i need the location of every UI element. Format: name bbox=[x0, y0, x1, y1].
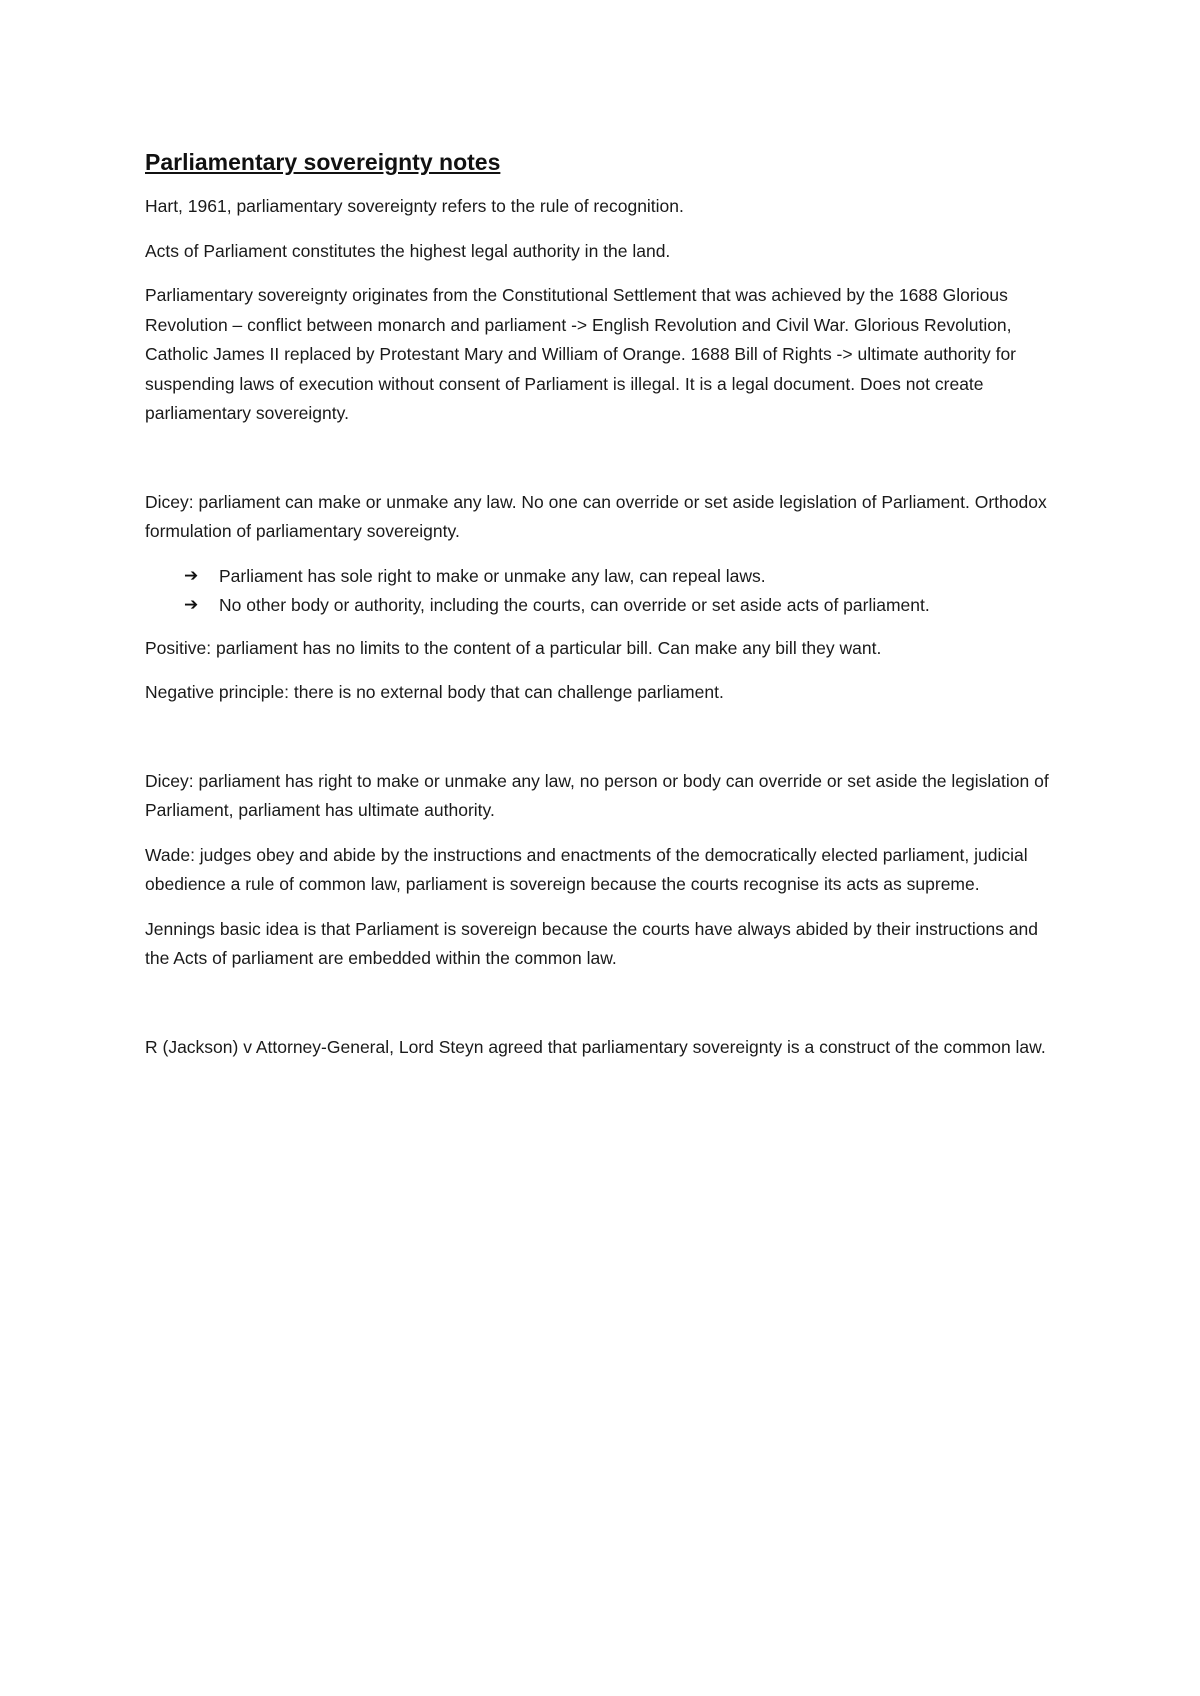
paragraph-acts-of-parliament: Acts of Parliament constitutes the highest legal authority in the land. bbox=[145, 240, 671, 261]
document-title: Parliamentary sovereignty notes bbox=[145, 149, 501, 175]
arrow-right-icon: ➔ bbox=[184, 595, 199, 615]
list-item bbox=[145, 591, 1060, 621]
paragraph-dicey-1: Dicey: parliament can make or unmake any law. No one can override or set aside legislation of Parliament. Orthodox formulation of parliamentary sovereignty. bbox=[145, 491, 1047, 541]
paragraph-jennings: Jennings basic idea is that Parliament is sovereign because the courts have always abided by their instructions and the Acts of parliament are embedded within the common law. bbox=[145, 918, 1039, 968]
paragraph-hart: Hart, 1961, parliamentary sovereignty refers to the rule of recognition. bbox=[145, 196, 684, 216]
arrow-bullet-list bbox=[145, 562, 1060, 621]
blank-line bbox=[145, 723, 1060, 767]
paragraph-positive: Positive: parliament has no limits to the content of a particular bill. Can make any bill they want. bbox=[145, 637, 882, 658]
blank-line bbox=[145, 444, 1060, 488]
document-body bbox=[145, 146, 1060, 1077]
list-item-text: Parliament has sole right to make or unmake any law, can repeal laws. bbox=[219, 565, 766, 586]
list-item-text: No other body or authority, including the courts, can override or set aside acts of parliament. bbox=[219, 595, 930, 615]
paragraph-wade: Wade: judges obey and abide by the instructions and enactments of the democratically elected parliament, judicial obedience a rule of common law, parliament is sovereign because the courts recognise its acts as supreme. bbox=[145, 844, 1028, 894]
paragraph-origins: Parliamentary sovereignty originates from the Constitutional Settlement that was achieved by the 1688 Glorious Revolution – conflict between monarch and parliament -> English Revolution and Civil War. Glorious Revolution, Catholic James II replaced by Protestant Mary and William of Orange. 1688 Bill of Rights -> ultimate authority for suspending laws of execution without consent of Parliament is illegal. It is a legal document. Does not create parliamentary sovereignty. bbox=[145, 285, 1017, 423]
paragraph-jackson: R (Jackson) v Attorney-General, Lord Steyn agreed that parliamentary sovereignty is a construct of the common law. bbox=[145, 1036, 1046, 1057]
paragraph-negative: Negative principle: there is no external body that can challenge parliament. bbox=[145, 682, 724, 702]
list-item bbox=[145, 562, 1060, 592]
blank-line bbox=[145, 989, 1060, 1033]
paragraph-dicey-2: Dicey: parliament has right to make or unmake any law, no person or body can override or set aside the legislation of Parliament, parliament has ultimate authority. bbox=[145, 770, 1049, 820]
arrow-right-icon: ➔ bbox=[184, 565, 199, 586]
